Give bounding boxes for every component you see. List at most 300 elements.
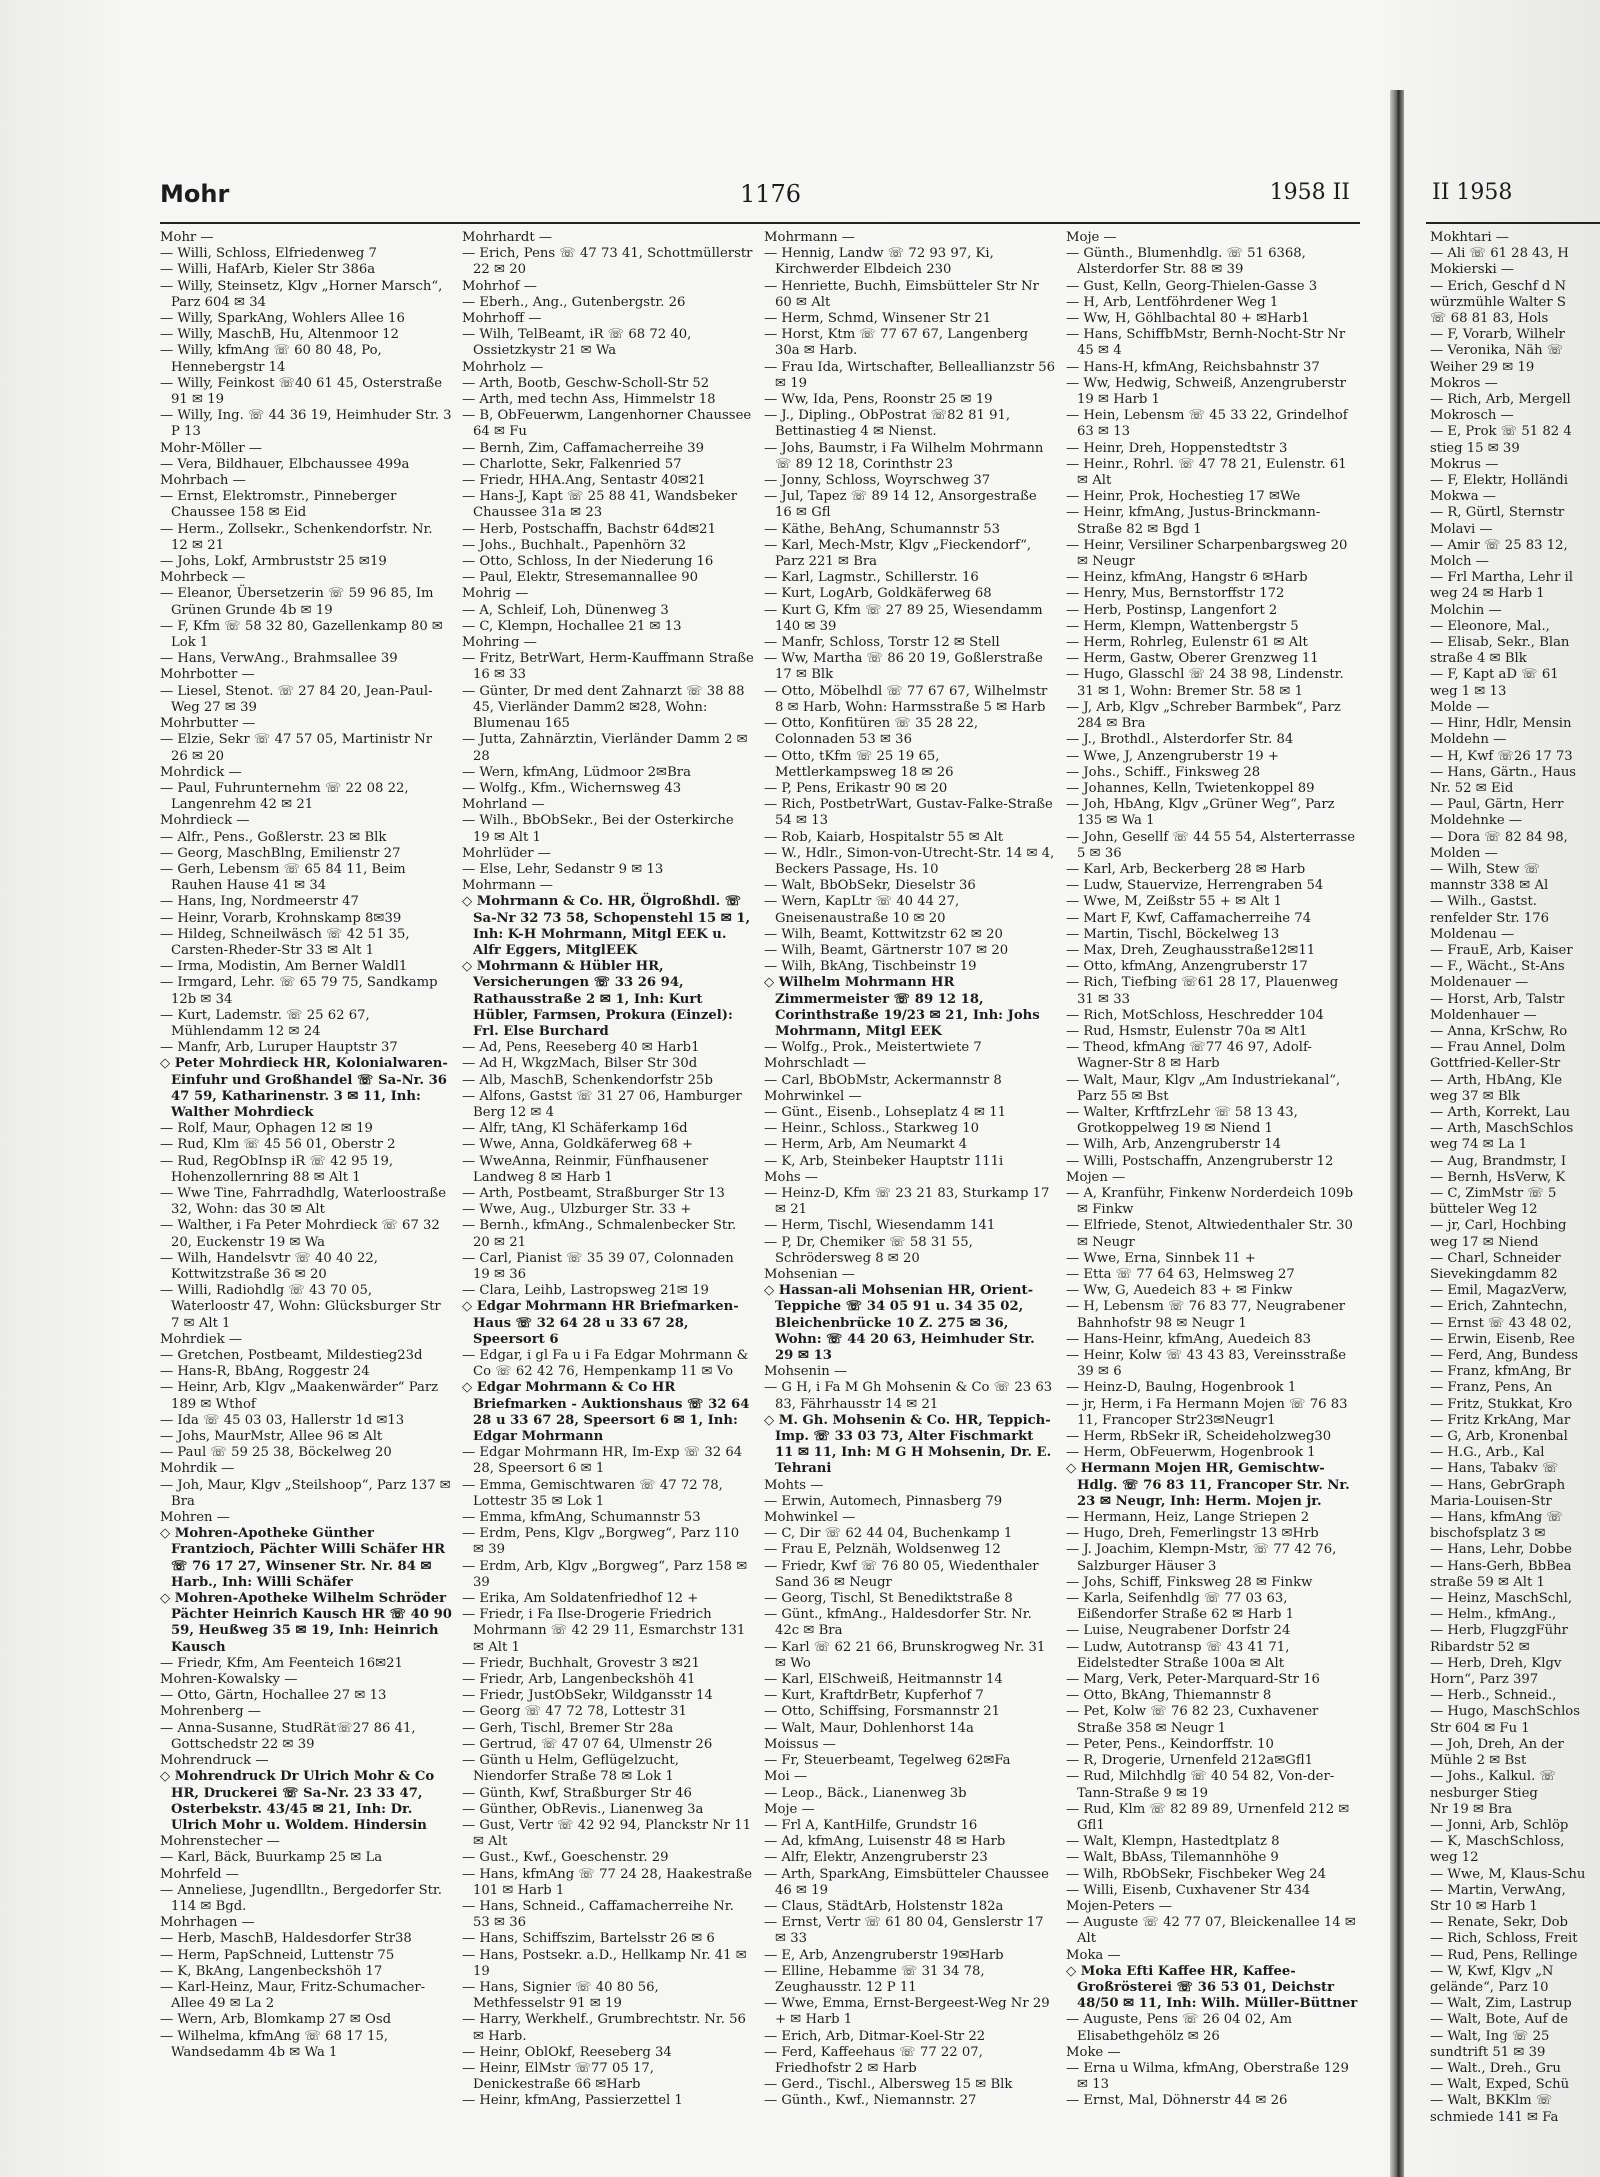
facing-page-entry: — Arth, Korrekt, Lau [1430, 1104, 1571, 1120]
facing-page-entry: Str 10 ✉ Harb 1 [1430, 1898, 1538, 1914]
directory-entry: — Georg ☏ 47 72 78, Lottestr 31 [462, 1704, 687, 1720]
directory-entry: — Friedr, JustObSekr, Wildgansstr 14 [462, 1688, 713, 1704]
directory-entry: — Ernst, Mal, Döhnerstr 44 ✉ 26 [1066, 2093, 1288, 2109]
directory-entry: — Pet, Kolw ☏ 76 82 23, Cuxhavener Straße 358 ✉ Neugr 1 [1066, 1704, 1319, 1736]
directory-entry: — Hugo, Glasschl ☏ 24 38 98, Lindenstr. 31 ✉ 1, Wohn: Bremer Str. 58 ✉ 1 [1066, 667, 1344, 699]
directory-entry: — Paul ☏ 59 25 38, Böckelweg 20 [160, 1445, 392, 1461]
directory-entry: — Theod, kfmAng ☏77 46 97, Adolf-Wagner-Str 8 ✉ Harb [1066, 1040, 1312, 1072]
facing-page-entry: — Paul, Gärtn, Herr [1430, 797, 1564, 813]
directory-entry: — Karl, Mech-Mstr, Klgv „Fieckendorf“, Parz 221 ✉ Bra [764, 537, 1032, 570]
directory-entry: Mohrhardt — [462, 230, 553, 245]
facing-page-entry: — Walt., Dreh., Gru [1430, 2060, 1561, 2076]
facing-page-entry: sundtrift 51 ✉ 39 [1430, 2044, 1546, 2060]
directory-entry: — Walt, Maur, Dohlenhorst 14a [764, 1720, 974, 1736]
directory-entry: — Walt, Maur, Klgv „Am Industriekanal“, Parz 55 ✉ Bst [1066, 1072, 1341, 1104]
directory-entry: — Hans-R, BbAng, Roggestr 24 [160, 1364, 370, 1380]
directory-entry: Mohrbach — [160, 473, 246, 489]
directory-entry: — Herm, Schmd, Winsener Str 21 [764, 311, 992, 327]
directory-entry: — A, Schleif, Loh, Dünenweg 3 [462, 602, 669, 618]
directory-entry: — Hans, Ing, Nordmeerstr 47 [160, 894, 359, 910]
facing-page-entry: — Walt, Ing ☏ 25 [1430, 2028, 1550, 2044]
directory-entry: — Gust, Kelln, Georg-Thielen-Gasse 3 [1066, 278, 1318, 294]
directory-entry: — Otto, tKfm ☏ 25 19 65, Mettlerkampsweg 18 ✉ 26 [764, 748, 954, 780]
directory-entry: — Johs, Schiff, Finksweg 28 ✉ Finkw [1066, 1574, 1313, 1590]
directory-entry: — Erna u Wilma, kfmAng, Oberstraße 129 ✉ 13 [1066, 2060, 1349, 2093]
directory-entry: — Rich, PostbetrWart, Gustav-Falke-Straße 54 ✉ 13 [764, 797, 1053, 829]
facing-page-edge [1410, 120, 1600, 2160]
facing-page-entry: — Wwe, M, Klaus-Schu [1430, 1866, 1586, 1882]
directory-entry: — Martin, Tischl, Böckelweg 13 [1066, 926, 1280, 942]
directory-column-2 [462, 230, 754, 2110]
directory-entry: — Joh, Maur, Klgv „Steilshoop“, Parz 137 ✉ Bra [160, 1477, 451, 1509]
facing-page-entry: — Herb, FlugzgFühr [1430, 1623, 1568, 1639]
facing-page-entry: — C, ZimMstr ☏ 5 [1430, 1185, 1557, 1201]
facing-page-entry: weg 1 ✉ 13 [1430, 683, 1507, 699]
directory-entry: — Kurt, KraftdrBetr, Kupferhof 7 [764, 1688, 984, 1704]
directory-entry: — Walter, KrftfrzLehr ☏ 58 13 43, Grotkoppelweg 19 ✉ Niend 1 [1066, 1104, 1298, 1137]
directory-entry: — K, Arb, Steinbeker Hauptstr 111i [764, 1153, 1004, 1169]
facing-page-entry: — Jonni, Arb, Schlöp [1430, 1817, 1569, 1833]
header-rule [160, 222, 1360, 224]
directory-entry: — B, ObFeuerwm, Langenhorner Chaussee 64 ✉ Fu [462, 408, 752, 440]
facing-page-entry: — F, Vorarb, Wilhelr [1430, 327, 1565, 343]
facing-page-entry: nesburger Stieg [1430, 1785, 1538, 1801]
facing-page-entry: — Rich, Schloss, Freit [1430, 1931, 1578, 1947]
directory-entry: — Willy, Feinkost ☏40 61 45, Osterstraße 91 ✉ 19 [160, 375, 443, 408]
facing-page-entry: — Ernst ☏ 43 48 02, [1430, 1315, 1572, 1331]
directory-entry: — J, Arb, Klgv „Schreber Barmbek“, Parz 284 ✉ Bra [1066, 699, 1341, 732]
directory-entry: Mohrdick — [160, 764, 242, 780]
directory-entry: — Heinr, kfmAng, Passierzettel 1 [462, 2093, 683, 2109]
directory-entry: — Jonny, Schloss, Woyrschweg 37 [764, 473, 991, 489]
directory-entry: — Heinr, Dreh, Hoppenstedtstr 3 [1066, 440, 1288, 456]
directory-entry: — Heinr., Rohrl. ☏ 47 78 21, Eulenstr. 61 ✉ Alt [1066, 456, 1347, 489]
facing-page-entry: Molavi — [1430, 521, 1493, 537]
facing-page-header-year: II 1958 [1432, 180, 1513, 205]
directory-entry: — Friedr, Kwf ☏ 76 80 05, Wiedenthaler Sand 36 ✉ Neugr [764, 1558, 1039, 1590]
facing-page-entry: weg 74 ✉ La 1 [1430, 1137, 1528, 1153]
facing-page-entry: Mokrus — [1430, 456, 1499, 472]
directory-entry: Moissus — [764, 1736, 836, 1752]
directory-entry: ◇ Hassan-ali Mohsenian HR, Orient-Teppiche ☏ 34 05 91 u. 34 35 02, Bleichenbrücke 10 Z. 275 ✉ 36, Wohn: ☏ 44 20 63, Heimhuder Str. 29 ✉ 13 [764, 1283, 1035, 1364]
directory-entry: Mohsenian — [764, 1267, 855, 1282]
facing-page-entry: — Hugo, MaschSchlos [1430, 1704, 1580, 1720]
directory-entry: — Mart F, Kwf, Caffamacherreihe 74 [1066, 910, 1312, 926]
facing-page-entry: ☏ 68 81 83, Hols [1430, 311, 1549, 327]
facing-page-entry: bischofsplatz 3 ✉ [1430, 1526, 1546, 1542]
directory-entry: Mohrendruck — [160, 1753, 269, 1769]
directory-entry: — Alb, MaschB, Schenkendorfstr 25b [462, 1072, 713, 1088]
directory-entry: — Arth, Bootb, Geschw-Scholl-Str 52 [462, 375, 710, 391]
directory-entry: ◇ Mohren-Apotheke Günther Frantzioch, Pächter Willi Schäfer HR ☏ 76 17 27, Winsener Str. Nr. 84 ✉ Harb., Inh: Willi Schäfer [160, 1526, 446, 1590]
directory-entry: — Alfons, Gastst ☏ 31 27 06, Hamburger Berg 12 ✉ 4 [462, 1088, 742, 1120]
facing-page-entry: straße 4 ✉ Blk [1430, 651, 1527, 667]
directory-entry: Mohrenstecher — [160, 1834, 280, 1850]
directory-entry: — Heinr, kfmAng, Justus-Brinckmann-Straße 82 ✉ Bgd 1 [1066, 505, 1321, 537]
directory-entry: — Rob, Kaiarb, Hospitalstr 55 ✉ Alt [764, 829, 1004, 845]
directory-entry: — Marg, Verk, Peter-Marquard-Str 16 [1066, 1672, 1320, 1688]
facing-page-entry: Moldehn — [1430, 732, 1507, 748]
facing-page-entry: — Hans, Tabakv ☏ [1430, 1461, 1559, 1477]
facing-page-entry: — Eleonore, Mal., [1430, 618, 1550, 634]
directory-entry: — K, BkAng, Langenbeckshöh 17 [160, 1963, 383, 1979]
directory-entry: Moi — [764, 1769, 808, 1785]
facing-page-entry: schmiede 141 ✉ Fa [1430, 2109, 1559, 2125]
directory-entry: — Ww, Ida, Pens, Roonstr 25 ✉ 19 [764, 392, 993, 408]
directory-entry: Mohr — [160, 230, 214, 245]
directory-entry: — Willi, Postschaffn, Anzengruberstr 12 [1066, 1153, 1334, 1169]
directory-entry: — Erich, Pens ☏ 47 73 41, Schottmüllerstr 22 ✉ 20 [462, 246, 753, 278]
directory-entry: — Hildeg, Schneilwäsch ☏ 42 51 35, Carsten-Rheder-Str 33 ✉ Alt 1 [160, 926, 410, 958]
book-spine [1390, 90, 1404, 2177]
directory-entry: ◇ M. Gh. Mohsenin & Co. HR, Teppich-Imp. ☏ 33 03 73, Alter Fischmarkt 11 ✉ 11, Inh: M G H Mohsenin, Dr. E. Tehrani [764, 1412, 1052, 1477]
facing-page-entry: — Herb, Dreh, Klgv [1430, 1655, 1562, 1671]
directory-entry: — Wilh, TelBeamt, iR ☏ 68 72 40, Ossietzkystr 21 ✉ Wa [462, 327, 692, 359]
directory-entry: — Hans-H, kfmAng, Reichsbahnstr 37 [1066, 359, 1320, 375]
directory-entry: — Paul, Fuhrunternehm ☏ 22 08 22, Langenrehm 42 ✉ 21 [160, 780, 409, 813]
directory-entry: — Erwin, Automech, Pinnasberg 79 [764, 1493, 1003, 1509]
directory-entry: — Günth., Blumenhdlg. ☏ 51 6368, Alsterdorfer Str. 88 ✉ 39 [1066, 246, 1306, 278]
directory-entry: — Alfr., Pens., Goßlerstr. 23 ✉ Blk [160, 829, 387, 845]
directory-entry: Mojen-Peters — [1066, 1898, 1172, 1914]
directory-entry: — Walther, i Fa Peter Mohrdieck ☏ 67 32 20, Euckenstr 19 ✉ Wa [160, 1218, 440, 1250]
directory-entry: ◇ Mohrendruck Dr Ulrich Mohr & Co HR, Druckerei ☏ Sa-Nr. 23 33 47, Osterbekstr. 43/45 ✉ 21, Inh: Dr. Ulrich Mohr u. Woldem. Hindersin [160, 1769, 435, 1833]
facing-page-entry: Ribardstr 52 ✉ [1430, 1639, 1530, 1655]
directory-entry: — Otto, Schiffsing, Forsmannstr 21 [764, 1704, 1001, 1720]
directory-entry: — Johs., Schiff., Finksweg 28 [1066, 764, 1261, 780]
directory-entry: — Heinr, ElMstr ☏77 05 17, Denickestraße 66 ✉Harb [462, 2060, 654, 2093]
facing-page-entry: — Heinz, MaschSchl, [1430, 1591, 1573, 1607]
directory-entry: Mohrmann — [462, 878, 553, 894]
directory-entry: — Günt., kfmAng., Haldesdorfer Str. Nr. 42c ✉ Bra [764, 1607, 1032, 1639]
directory-entry: — Leop., Bäck., Lianenweg 3b [764, 1785, 967, 1801]
facing-page-entry: Mokrosch — [1430, 408, 1514, 424]
facing-page-entry: — Hans-Gerh, BbBea [1430, 1558, 1572, 1574]
directory-entry: — Gretchen, Postbeamt, Mildestieg23d [160, 1348, 423, 1364]
directory-entry: — Heinr, Kolw ☏ 43 43 83, Vereinsstraße 39 ✉ 6 [1066, 1348, 1347, 1380]
directory-entry: — Peter, Pens., Keindorffstr. 10 [1066, 1736, 1274, 1752]
directory-entry: — Herm, PapSchneid, Luttenstr 75 [160, 1947, 395, 1963]
facing-page-entry: — Ali ☏ 61 28 43, H [1430, 246, 1569, 262]
directory-entry: — Wwe, Emma, Ernst-Bergeest-Weg Nr 29 + ✉ Harb 1 [764, 1996, 1050, 2028]
facing-page-entry: — Hans, Gärtn., Haus [1430, 764, 1577, 780]
directory-entry: — Wwe, Aug., Ulzburger Str. 33 + [462, 1202, 692, 1218]
directory-entry: — Rud, Hsmstr, Eulenstr 70a ✉ Alt1 [1066, 1023, 1308, 1039]
directory-entry: Moje — [764, 1801, 815, 1817]
directory-entry: — Georg, Tischl, St Benediktstraße 8 [764, 1591, 1013, 1607]
directory-entry: — Willi, HafArb, Kieler Str 386a [160, 262, 376, 278]
directory-entry: — Ferd, Kaffeehaus ☏ 77 22 07, Friedhofstr 2 ✉ Harb [764, 2044, 983, 2076]
directory-entry: — Emma, Gemischtwaren ☏ 47 72 78, Lottestr 35 ✉ Lok 1 [462, 1477, 723, 1509]
directory-entry: — Auguste, Pens ☏ 26 04 02, Am Elisabethgehölz ✉ 26 [1066, 2012, 1292, 2044]
directory-entry: — Willy, Steinsetz, Klgv „Horner Marsch“, Parz 604 ✉ 34 [160, 278, 443, 310]
directory-entry: Mohring — [462, 635, 537, 651]
directory-entry: — Günt., Eisenb., Lohseplatz 4 ✉ 11 [764, 1104, 1007, 1120]
directory-entry: — Wilhelma, kfmAng ☏ 68 17 15, Wandsedamm 4b ✉ Wa 1 [160, 2028, 389, 2060]
directory-entry: — Hans, SchiffbMstr, Bernh-Nocht-Str Nr 45 ✉ 4 [1066, 327, 1346, 359]
directory-entry: Mohrig — [462, 586, 529, 602]
directory-entry: — Gerd., Tischl., Albersweg 15 ✉ Blk [764, 2077, 1013, 2093]
directory-entry: — Wern, kfmAng, Lüdmoor 2✉Bra [462, 764, 691, 780]
facing-page-entry: Mokierski — [1430, 262, 1515, 278]
directory-entry: Mohrdik — [160, 1461, 235, 1477]
directory-entry: — Ida ☏ 45 03 03, Hallerstr 1d ✉13 [160, 1412, 405, 1428]
facing-page-column [1430, 230, 1600, 2126]
directory-entry: — Herm, Klempn, Wattenbergstr 5 [1066, 618, 1299, 634]
directory-entry: — Henriette, Buchh, Eimsbütteler Str Nr 60 ✉ Alt [764, 278, 1039, 310]
facing-page-entry: — Erich, Zahntechn, [1430, 1299, 1568, 1315]
directory-entry: Mohren-Kowalsky — [160, 1672, 298, 1688]
directory-entry: — Walt, BbObSekr, Dieselstr 36 [764, 878, 976, 894]
facing-page-entry: — Herb., Schneid., [1430, 1688, 1557, 1704]
facing-page-entry: weg 12 [1430, 1850, 1479, 1866]
facing-page-entry: Nr. 52 ✉ Eid [1430, 780, 1514, 796]
facing-page-entry: gelände“, Parz 10 [1430, 1979, 1549, 1995]
directory-entry: — Heinr, Arb, Klgv „Maakenwärder“ Parz 189 ✉ Wthof [160, 1380, 439, 1412]
directory-entry: — Herm, Arb, Am Neumarkt 4 [764, 1137, 968, 1153]
facing-page-entry: Moldenau — [1430, 926, 1515, 942]
directory-entry: — Rud, Milchhdlg ☏ 40 54 82, Von-der-Tann-Straße 9 ✉ 19 [1066, 1769, 1335, 1801]
directory-entry: — Kurt, LogArb, Goldkäferweg 68 [764, 586, 992, 602]
directory-entry: Mohrwinkel — [764, 1088, 862, 1104]
directory-entry: — Wwe Tine, Fahrradhdlg, Waterloostraße 32, Wohn: das 30 ✉ Alt [160, 1185, 447, 1218]
directory-entry: Mohrlüder — [462, 845, 551, 861]
facing-page-entry: — Wilh., Gastst. [1430, 894, 1537, 910]
directory-entry: — Günter, Dr med dent Zahnarzt ☏ 38 88 45, Vierländer Damm2 ✉28, Wohn: Blumenau 165 [462, 683, 745, 732]
facing-page-entry: — Anna, KrSchw, Ro [1430, 1023, 1568, 1039]
directory-entry: — Gertrud, ☏ 47 07 64, Ulmenstr 26 [462, 1736, 713, 1752]
directory-entry: — Wilh, BkAng, Tischbeinstr 19 [764, 959, 977, 975]
facing-page-entry: — F, Elektr, Holländi [1430, 473, 1568, 489]
directory-entry: — Karl, Bäck, Buurkamp 25 ✉ La [160, 1850, 383, 1866]
directory-entry: — Herm, RbSekr iR, Scheideholzweg30 [1066, 1429, 1332, 1445]
header-keyword: Mohr [160, 180, 230, 208]
directory-entry: Mohrenberg — [160, 1704, 261, 1720]
facing-page-entry: — E, Prok ☏ 51 82 4 [1430, 424, 1572, 440]
facing-page-entry: Molchin — [1430, 602, 1502, 618]
facing-page-entry: Horn“, Parz 397 [1430, 1672, 1539, 1688]
directory-entry: — Karla, Seifenhdlg ☏ 77 03 63, Eißendorfer Straße 62 ✉ Harb 1 [1066, 1591, 1295, 1623]
directory-entry: — Rud, Klm ☏ 82 89 89, Urnenfeld 212 ✉ Gfl1 [1066, 1801, 1350, 1833]
facing-page-entry: weg 37 ✉ Blk [1430, 1088, 1520, 1104]
directory-entry: — Herm., Zollsekr., Schenkendorfstr. Nr. 12 ✉ 21 [160, 521, 433, 553]
directory-entry: — Jul, Tapez ☏ 89 14 12, Ansorgestraße 16 ✉ Gfl [764, 489, 1037, 521]
facing-page-entry: stieg 15 ✉ 39 [1430, 440, 1520, 456]
directory-entry: — Johs., Buchhalt., Papenhörn 32 [462, 537, 687, 553]
directory-entry: — Heinr., Schloss., Starkweg 10 [764, 1121, 980, 1137]
directory-entry: — Friedr, Arb, Langenbeckshöh 41 [462, 1672, 696, 1688]
directory-entry: — F, Kfm ☏ 58 32 80, Gazellenkamp 80 ✉ Lok 1 [160, 618, 443, 651]
directory-entry: — Erika, Am Soldatenfriedhof 12 + [462, 1591, 699, 1607]
directory-entry: ◇ Mohren-Apotheke Wilhelm Schröder Pächter Heinrich Kausch HR ☏ 40 90 59, Heußweg 35 ✉ 19, Inh: Heinrich Kausch [160, 1591, 452, 1655]
facing-page-entry: — Charl, Schneider [1430, 1250, 1561, 1266]
directory-entry: — Harry, Werkhelf., Grumbrechtstr. Nr. 56 ✉ Harb. [462, 2012, 746, 2044]
directory-entry: — Elfriede, Stenot, Altwiedenthaler Str. 30 ✉ Neugr [1066, 1218, 1353, 1250]
directory-entry: — Arth, med techn Ass, Himmelstr 18 [462, 392, 716, 408]
directory-entry: — E, Arb, Anzengruberstr 19✉Harb [764, 1947, 1004, 1963]
directory-entry: — Rud, RegObInsp iR ☏ 42 95 19, Hohenzollernring 88 ✉ Alt 1 [160, 1153, 394, 1185]
directory-entry: Moke — [1066, 2044, 1121, 2060]
facing-page-entry: — Hans, kfmAng ☏ [1430, 1510, 1563, 1526]
facing-page-entry: weg 17 ✉ Niend [1430, 1234, 1539, 1250]
directory-entry: — Henry, Mus, Bernstorffstr 172 [1066, 586, 1285, 602]
directory-entry: — Wilh, Beamt, Gärtnerstr 107 ✉ 20 [764, 942, 1009, 958]
directory-entry: Mohrbutter — [160, 716, 256, 732]
facing-page-entry: Nr 19 ✉ Bra [1430, 1801, 1513, 1817]
facing-page-entry: — Hans, GebrGraph [1430, 1477, 1566, 1493]
directory-entry: — Karl, Lagmstr., Schillerstr. 16 [764, 570, 979, 586]
directory-entry: — Max, Dreh, Zeughausstraße12✉11 [1066, 942, 1316, 958]
directory-entry: — Gerh, Tischl, Bremer Str 28a [462, 1720, 674, 1736]
directory-entry: — Karl, Arb, Beckerberg 28 ✉ Harb [1066, 861, 1306, 877]
facing-page-entry: straße 59 ✉ Alt 1 [1430, 1574, 1545, 1590]
facing-page-entry: — R, Gürtl, Sternstr [1430, 505, 1565, 521]
directory-entry: — Horst, Ktm ☏ 77 67 67, Langenberg 30a ✉ Harb. [764, 327, 1029, 359]
directory-entry: Mohrmann — [764, 230, 855, 245]
directory-entry: — J., Brothdl., Alsterdorfer Str. 84 [1066, 732, 1294, 748]
directory-entry: — Heinr, Prok, Hochestieg 17 ✉We [1066, 489, 1301, 505]
directory-entry: — Hans, kfmAng ☏ 77 24 28, Haakestraße 101 ✉ Harb 1 [462, 1866, 753, 1898]
facing-page-entry: — Erich, Geschf d N [1430, 278, 1567, 294]
directory-entry: — Herb, MaschB, Haldesdorfer Str38 [160, 1931, 412, 1947]
directory-entry: Mohrbotter — [160, 667, 255, 683]
directory-entry: — Herb, Postschaffn, Bachstr 64d✉21 [462, 521, 716, 537]
directory-entry: — Willi, Schloss, Elfriedenweg 7 [160, 246, 377, 262]
directory-entry: — Walt, Klempn, Hastedtplatz 8 [1066, 1834, 1280, 1850]
directory-entry: — Günth., Kwf., Niemannstr. 27 [764, 2093, 977, 2109]
facing-page-entry: — Frau Annel, Dolm [1430, 1040, 1566, 1056]
facing-page-entry: Mühle 2 ✉ Bst [1430, 1753, 1527, 1769]
facing-page-entry: Mokwa — [1430, 489, 1496, 505]
facing-page-entry: Moldenauer — [1430, 975, 1529, 991]
directory-entry: — W., Hdlr., Simon-von-Utrecht-Str. 14 ✉ 4, Beckers Passage, Hs. 10 [764, 845, 1055, 877]
directory-entry: — Willi, Radiohdlg ☏ 43 70 05, Waterloostr 47, Wohn: Glücksburger Str 7 ✉ Alt 1 [160, 1283, 441, 1331]
directory-entry: — Kurt G, Kfm ☏ 27 89 25, Wiesendamm 140 ✉ 39 [764, 602, 1043, 634]
directory-entry: — Rud, Klm ☏ 45 56 01, Oberstr 2 [160, 1137, 396, 1153]
directory-entry: — Kurt, Lademstr. ☏ 25 62 67, Mühlendamm 12 ✉ 24 [160, 1007, 370, 1039]
directory-entry: — Ad H, WkgzMach, Bilser Str 30d [462, 1056, 698, 1072]
directory-entry: Mohrbeck — [160, 570, 246, 586]
directory-entry: — Herb, Postinsp, Langenfort 2 [1066, 602, 1278, 618]
directory-entry: — Eberh., Ang., Gutenbergstr. 26 [462, 294, 686, 310]
directory-entry: Mohr-Möller — [160, 440, 263, 456]
directory-entry: — Gust., Kwf., Goeschenstr. 29 [462, 1850, 669, 1866]
directory-entry: Mohrhagen — [160, 1915, 255, 1931]
directory-entry: — C, Klempn, Hochallee 21 ✉ 13 [462, 618, 682, 634]
directory-entry: ◇ Wilhelm Mohrmann HR Zimmermeister ☏ 89 12 18, Corinthstraße 19/23 ✉ 21, Inh: Johs Mohrmann, Mitgl EEK [764, 975, 1040, 1039]
directory-entry: ◇ Hermann Mojen HR, Gemischtw-Hdlg. ☏ 76 83 11, Francoper Str. Nr. 23 ✉ Neugr, Inh: Herm. Mojen jr. [1066, 1461, 1350, 1509]
directory-entry: — Edgar Mohrmann HR, Im-Exp ☏ 32 64 28, Speersort 6 ✉ 1 [462, 1445, 743, 1477]
facing-page-entry: — Renate, Sekr, Dob [1430, 1915, 1568, 1931]
directory-entry: — Wilh, RbObSekr, Fischbeker Weg 24 [1066, 1866, 1326, 1882]
directory-entry: — G H, i Fa M Gh Mohsenin & Co ☏ 23 63 83, Fährhausstr 14 ✉ 21 [764, 1380, 1053, 1412]
directory-entry: — Willy, Ing. ☏ 44 36 19, Heimhuder Str. 3 P 13 [160, 408, 452, 440]
directory-entry: — Vera, Bildhauer, Elbchaussee 499a [160, 456, 410, 472]
directory-entry: — Hein, Lebensm ☏ 45 33 22, Grindelhof 63 ✉ 13 [1066, 408, 1348, 440]
facing-page-entry: — W, Kwf, Klgv „N [1430, 1963, 1554, 1979]
directory-entry: — Wilh, Arb, Anzengruberstr 14 [1066, 1137, 1282, 1153]
directory-entry: — Frl A, KantHilfe, Grundstr 16 [764, 1817, 978, 1833]
directory-entry: Mohrholz — [462, 359, 544, 375]
directory-entry: — Walt, BbAss, Tilemannhöhe 9 [1066, 1850, 1279, 1866]
facing-page-entry: — Emil, MagazVerw, [1430, 1283, 1568, 1299]
directory-entry: — Günth u Helm, Geflügelzucht, Niendorfer Straße 78 ✉ Lok 1 [462, 1753, 679, 1785]
facing-page-entry: Molch — [1430, 554, 1489, 570]
directory-entry: Mohsenin — [764, 1364, 848, 1380]
directory-entry: — Irma, Modistin, Am Berner Waldl1 [160, 959, 408, 975]
directory-entry: — Johs, MaurMstr, Allee 96 ✉ Alt [160, 1429, 383, 1445]
page-number: 1176 [740, 180, 802, 208]
facing-page-entry: Gottfried-Keller-Str [1430, 1056, 1561, 1072]
directory-entry: — Wwe, Anna, Goldkäferweg 68 + [462, 1137, 693, 1153]
facing-page-entry: — F., Wächt., St-Ans [1430, 959, 1565, 975]
directory-entry: — J., Dipling., ObPostrat ☏82 81 91, Bettinastieg 4 ✉ Nienst. [764, 408, 1011, 440]
directory-entry: — John, Gesellf ☏ 44 55 54, Alsterterrasse 5 ✉ 36 [1066, 829, 1356, 861]
directory-entry: Mohrhoff — [462, 311, 542, 327]
directory-entry: — Johannes, Kelln, Twietenkoppel 89 [1066, 780, 1315, 796]
facing-page-entry: — Rich, Arb, Mergell [1430, 392, 1571, 408]
directory-entry: — Günther, ObRevis., Lianenweg 3a [462, 1801, 704, 1817]
directory-entry: — jr, Herm, i Fa Hermann Mojen ☏ 76 83 11, Francoper Str23✉Neugr1 [1066, 1396, 1348, 1428]
directory-entry: ◇ Mohrmann & Co. HR, Ölgroßhdl. ☏ Sa-Nr 32 73 58, Schopenstehl 15 ✉ 1, Inh: K-H Mohrmann, Mitgl EEK u. Alfr Eggers, MitglEEK [462, 894, 751, 958]
facing-page-entry: — Walt, BKKlm ☏ [1430, 2093, 1553, 2109]
directory-entry: — Etta ☏ 77 64 63, Helmsweg 27 [1066, 1267, 1295, 1282]
directory-entry: — P, Dr, Chemiker ☏ 58 31 55, Schrödersweg 8 ✉ 20 [764, 1234, 973, 1266]
directory-column-3 [764, 230, 1056, 2110]
facing-page-entry: — Walt, Bote, Auf de [1430, 2012, 1569, 2028]
header-year: 1958 II [1269, 180, 1350, 205]
facing-page-entry: — Aug, Brandmstr, I [1430, 1153, 1567, 1169]
directory-entry: — Liesel, Stenot. ☏ 27 84 20, Jean-Paul-Weg 27 ✉ 39 [160, 683, 433, 715]
facing-page-entry: — F, Kapt aD ☏ 61 [1430, 667, 1559, 683]
directory-page [160, 120, 1390, 2160]
directory-entry: — Alfr, tAng, Kl Schäferkamp 16d [462, 1121, 688, 1137]
directory-entry: Mohrfeld — [160, 1866, 239, 1882]
directory-entry: — Heinr, Versiliner Scharpenbargsweg 20 ✉ Neugr [1066, 537, 1348, 570]
directory-entry: Moka — [1066, 1947, 1121, 1963]
facing-page-entry: Weiher 29 ✉ 19 [1430, 359, 1535, 375]
directory-entry: — Ludw, Autotransp ☏ 43 41 71, Eidelstedter Straße 100a ✉ Alt [1066, 1639, 1290, 1671]
directory-entry: — Willy, MaschB, Hu, Altenmoor 12 [160, 327, 399, 343]
facing-page-entry: Str 604 ✉ Fu 1 [1430, 1720, 1530, 1736]
directory-entry: Mohren — [160, 1510, 230, 1526]
directory-entry: — Hans, Postsekr. a.D., Hellkamp Nr. 41 ✉ 19 [462, 1947, 747, 1979]
directory-entry: Mohwinkel — [764, 1510, 856, 1526]
facing-page-entry: — Veronika, Näh ☏ [1430, 343, 1564, 359]
directory-entry: — Joh, HbAng, Klgv „Grüner Weg“, Parz 135 ✉ Wa 1 [1066, 797, 1335, 829]
directory-entry: — Ludw, Stauervize, Herrengraben 54 [1066, 878, 1324, 894]
directory-entry: — Wwe, Erna, Sinnbek 11 + [1066, 1250, 1256, 1266]
directory-entry: — Frau E, Pelznäh, Woldsenweg 12 [764, 1542, 1001, 1558]
facing-page-entry: — Franz, Pens, An [1430, 1380, 1553, 1396]
directory-entry: — Heinz-D, Kfm ☏ 23 21 83, Sturkamp 17 ✉ 21 [764, 1185, 1050, 1218]
directory-entry: — Johs, Lokf, Armbruststr 25 ✉19 [160, 554, 387, 570]
directory-entry: — Emma, kfmAng, Schumannstr 53 [462, 1510, 701, 1526]
directory-entry: — Erdm, Pens, Klgv „Borgweg“, Parz 110 ✉ 39 [462, 1526, 740, 1558]
directory-entry: Moje — [1066, 230, 1117, 245]
directory-entry: — Willy, kfmAng ☏ 60 80 48, Po, Hennebergstr 14 [160, 343, 382, 375]
directory-entry: — Paul, Elektr, Stresemannallee 90 [462, 570, 699, 586]
facing-page-entry: — H, Kwf ☏26 17 73 [1430, 748, 1573, 764]
directory-entry: — Hans, Schiffszim, Bartelsstr 26 ✉ 6 [462, 1931, 715, 1947]
directory-entry: — Heinr, Vorarb, Krohnskamp 8✉39 [160, 910, 402, 926]
directory-entry: — Herm, Tischl, Wiesendamm 141 [764, 1218, 996, 1234]
directory-entry: — Johs, Baumstr, i Fa Wilhelm Mohrmann ☏ 89 12 18, Corinthstr 23 [764, 440, 1044, 472]
directory-entry: — Karl, ElSchweiß, Heitmannstr 14 [764, 1672, 1003, 1688]
facing-page-entry: — K, MaschSchloss, [1430, 1834, 1565, 1850]
directory-entry: — Hans, VerwAng., Brahmsallee 39 [160, 651, 398, 667]
facing-page-entry: — Walt, Zim, Lastrup [1430, 1996, 1572, 2012]
